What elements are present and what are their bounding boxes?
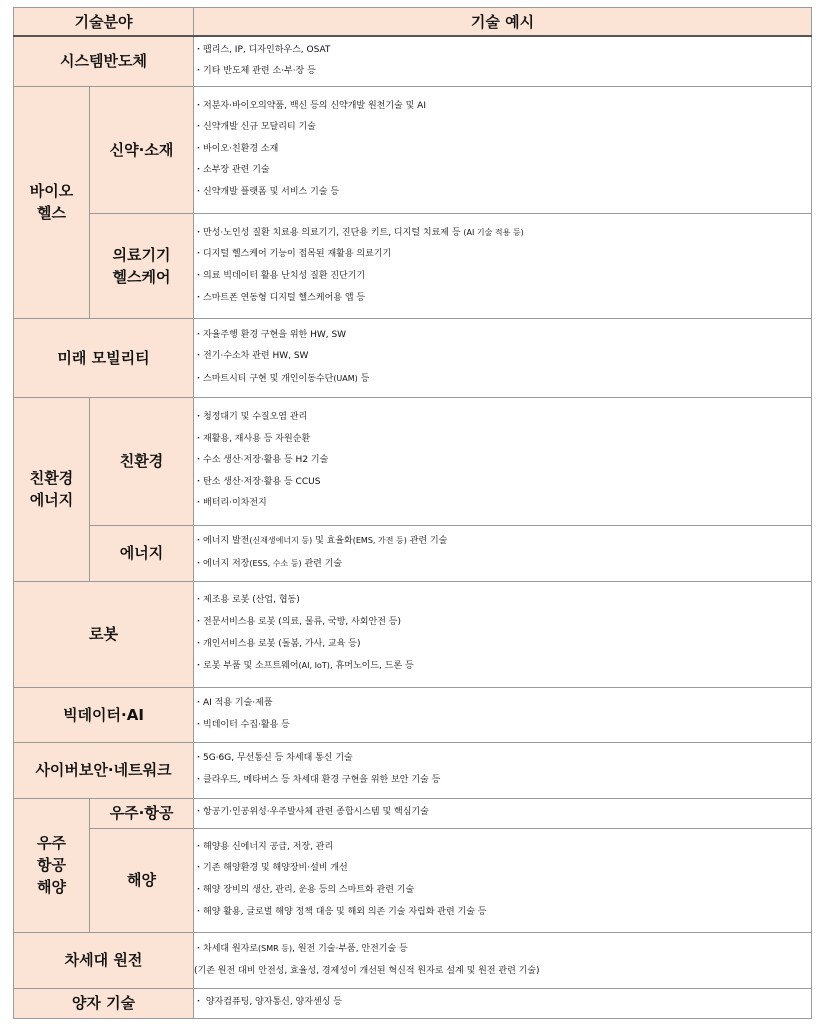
category-label: 해양 [37, 878, 66, 896]
category-semiconductor: 시스템반도체 [14, 36, 194, 86]
subcategory-ocean: 해양 [90, 828, 194, 932]
table-row [14, 213, 812, 318]
example-text: , 휴머노이드, 드론 등 [329, 661, 414, 672]
medical-examples [194, 213, 812, 318]
technology-table [13, 7, 812, 1019]
subcategory-drug-material: 신약·소재 [90, 86, 194, 213]
example-line [194, 530, 811, 553]
example-line: ・배터리·이차전지 [194, 498, 267, 509]
example-line: ・해양용 신에너지 공급, 저장, 관리 [194, 841, 334, 852]
category-label: 헬스 [37, 204, 66, 222]
mobility-examples [194, 318, 812, 397]
example-text: , 원전 기술·부품, 안전기술 등 [292, 943, 408, 954]
example-text: ・만성·노인성 질환 치료용 의료기기, 진단용 키트, 디지털 치료제 등 [194, 227, 461, 238]
category-label: 에너지 [29, 491, 74, 509]
table-row [14, 932, 812, 988]
table-row [14, 397, 812, 525]
example-text: ・에너지 발전 [194, 536, 250, 547]
example-line: ・디지털 헬스케어 기능이 접목된 재활용 의료기기 [194, 249, 392, 260]
subcategory-eco: 친환경 [90, 397, 194, 525]
subcategory-medical-device [90, 213, 194, 318]
example-line: ・기존 해양환경 및 해양장비·설비 개선 [194, 863, 348, 874]
header-field: 기술분야 [14, 8, 194, 37]
category-bigdata-ai: 빅데이터·AI [14, 687, 194, 742]
subcategory-aerospace: 우주·항공 [90, 798, 194, 828]
example-text: ・스마트시티 구현 및 개인이동수단 [194, 373, 334, 384]
example-line: ・5G·6G, 무선통신 등 차세대 통신 기술 [194, 753, 353, 764]
table-row [14, 581, 812, 687]
example-line: ・팹리스, IP, 디자인하우스, OSAT [194, 44, 331, 55]
table-row [14, 742, 812, 798]
table-row [14, 36, 812, 86]
example-line: ・전기·수소차 관련 HW, SW [194, 351, 309, 362]
example-text: 등 [357, 373, 370, 384]
example-line: ・ 양자컴퓨팅, 양자통신, 양자센싱 등 [194, 997, 342, 1008]
example-line [194, 553, 811, 576]
example-line: ・청정대기 및 수질오염 관리 [194, 412, 308, 423]
example-note: (AI 기술 적용 등) [463, 227, 524, 237]
category-biohealth [14, 86, 90, 318]
category-eco-energy [14, 397, 90, 581]
category-label: 의료기기 [112, 245, 171, 264]
semiconductor-examples [194, 36, 812, 86]
table-row [14, 687, 812, 742]
example-note: (EMS, 가전 등) [352, 536, 407, 546]
example-line [194, 222, 811, 245]
category-label: 친환경 [29, 469, 74, 487]
example-text: ・로봇 부품 및 소프트웨어 [194, 661, 299, 672]
example-note: (AI, IoT) [298, 661, 330, 671]
example-line [194, 655, 811, 678]
example-note-line: (기존 원전 대비 안전성, 효율성, 경제성이 개선된 혁신적 원자로 설계 및 원전 관련 기술) [194, 965, 540, 976]
example-line: ・클라우드, 메타버스 등 차세대 환경 구현을 위한 보안 기술 등 [194, 775, 441, 785]
example-line: ・신약개발 플랫폼 및 서비스 기술 등 [194, 186, 340, 197]
bigdata-examples [194, 687, 812, 742]
example-note: (SMR 등) [258, 943, 293, 953]
example-line: ・저분자·바이오의약품, 백신 등의 신약개발 원천기술 및 AI [194, 100, 426, 111]
aerospace-examples [194, 798, 812, 828]
quantum-examples [194, 988, 812, 1018]
table-header-row [14, 8, 812, 37]
example-text: ・차세대 원자로 [194, 943, 259, 954]
example-line: ・바이오·친환경 소재 [194, 143, 279, 154]
category-nuclear: 차세대 원전 [14, 932, 194, 988]
example-text: 및 효율화 [312, 536, 353, 547]
category-label: 항공 [37, 856, 66, 874]
category-robot: 로봇 [14, 581, 194, 687]
example-line: ・빅데이터 수집·활용 등 [194, 719, 290, 730]
header-example: 기술 예시 [194, 8, 812, 37]
example-line: ・수소 생산·저장·활용 등 H2 기술 [194, 455, 329, 466]
example-line: ・재활용, 재사용 등 자원순환 [194, 433, 311, 444]
category-label: 우주 [37, 834, 66, 852]
category-label: 바이오 [29, 182, 74, 200]
example-line: ・해양 활용, 글로벌 해양 정책 대응 및 해외 의존 기술 자립화 관련 기술 등 [194, 906, 487, 917]
example-line: ・의료 빅데이터 활용 난치성 질환 진단기기 [194, 271, 366, 281]
table-row [14, 318, 812, 397]
category-space-aero-ocean [14, 798, 90, 932]
example-line [194, 368, 811, 391]
table-row [14, 525, 812, 581]
example-note: (UAM) [333, 373, 358, 383]
example-line: ・AI 적용 기술·제품 [194, 697, 273, 708]
table-row [14, 988, 812, 1018]
ocean-examples [194, 828, 812, 932]
example-line: ・신약개발 신규 모달리티 기술 [194, 122, 316, 133]
example-line: ・해양 장비의 생산, 관리, 운용 등의 스마트화 관련 기술 [194, 885, 415, 895]
category-label: 헬스케어 [112, 267, 171, 286]
example-line: ・탄소 생산·저장·활용 등 CCUS [194, 476, 321, 487]
example-line: ・개인서비스용 로봇 (돌봄, 가사, 교육 등) [194, 638, 361, 649]
table-row [14, 798, 812, 828]
example-text: 관련 기술 [301, 559, 343, 569]
example-line: ・기타 반도체 관련 소·부·장 등 [194, 66, 316, 77]
table-row [14, 86, 812, 213]
example-line: ・제조용 로봇 (산업, 협동) [194, 595, 300, 606]
eco-examples [194, 397, 812, 525]
robot-examples [194, 581, 812, 687]
cyber-examples [194, 742, 812, 798]
energy-examples [194, 525, 812, 581]
example-line: ・전문서비스용 로봇 (의료, 물류, 국방, 사회안전 등) [194, 616, 401, 627]
example-line [194, 938, 811, 961]
example-line: ・자율주행 환경 구현을 위한 HW, SW [194, 329, 347, 340]
subcategory-energy: 에너지 [90, 525, 194, 581]
example-note: (ESS, 수소 등) [249, 559, 302, 568]
example-text: ・에너지 저장 [194, 559, 250, 569]
category-cyber-network: 사이버보안·네트워크 [14, 742, 194, 798]
category-quantum: 양자 기술 [14, 988, 194, 1018]
example-text: 관련 기술 [406, 536, 448, 547]
example-line: ・스마트폰 연동형 디지털 헬스케어용 앱 등 [194, 292, 366, 303]
example-line: ・항공기·인공위성·우주발사체 관련 종합시스템 및 핵심기술 [194, 807, 429, 818]
table-row [14, 828, 812, 932]
category-mobility: 미래 모빌리티 [14, 318, 194, 397]
example-note: (신재생에너지 등) [249, 536, 313, 546]
example-line: ・소부장 관련 기술 [194, 165, 270, 176]
nuclear-examples [194, 932, 812, 988]
drug-examples [194, 86, 812, 213]
